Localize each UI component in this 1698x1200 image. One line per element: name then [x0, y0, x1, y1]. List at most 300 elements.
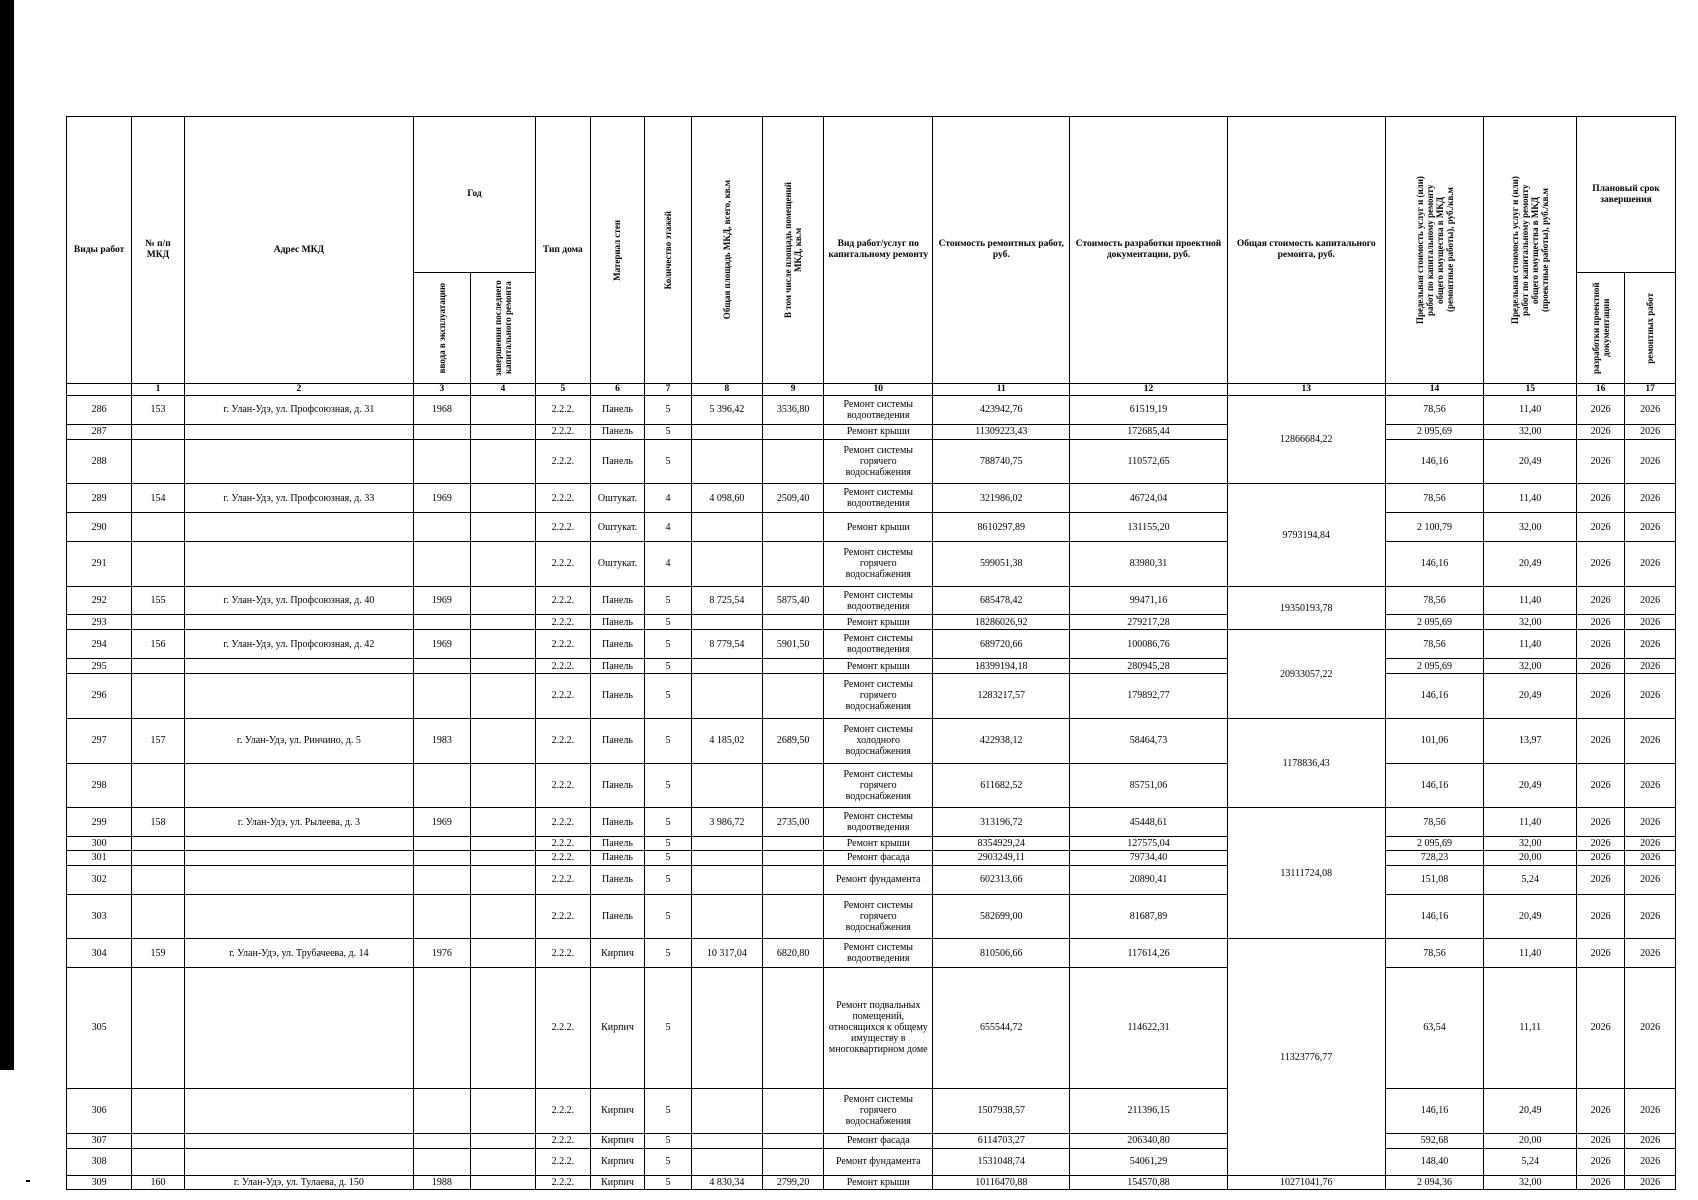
total-cost: 10271041,76: [1227, 1176, 1385, 1190]
wall-material: Кирпич: [590, 1176, 645, 1190]
col-num: 3: [414, 384, 471, 396]
deadline-repair: 2026: [1625, 424, 1676, 439]
table-row: [67, 865, 1676, 894]
limit-repair: 78,56: [1385, 484, 1484, 513]
work-kind: Ремонт крыши: [824, 424, 933, 439]
mkd-number: 154: [132, 484, 185, 513]
deadline-design: 2026: [1576, 718, 1624, 763]
work-kind: Ремонт фундамента: [824, 865, 933, 894]
floors: 5: [645, 659, 691, 674]
table-row: [67, 850, 1676, 865]
mkd-number: [132, 541, 185, 586]
row-number: 298: [67, 763, 132, 808]
design-cost: 280945,28: [1070, 659, 1228, 674]
year-last-repair: [470, 939, 535, 968]
premises-area: [763, 850, 824, 865]
row-number: 304: [67, 939, 132, 968]
address-cell: [184, 1148, 413, 1176]
work-kind: Ремонт системы водоотведения: [824, 630, 933, 659]
col-total-cost: Общая стоимость капитального ремонта, руб.: [1227, 117, 1385, 384]
wall-material: Панель: [590, 424, 645, 439]
year-commission: [414, 850, 471, 865]
col-year: Год: [414, 117, 536, 273]
work-kind: Ремонт системы горячего водоснабжения: [824, 541, 933, 586]
total-area: 8 725,54: [691, 586, 763, 615]
floors: 5: [645, 850, 691, 865]
premises-area: [763, 513, 824, 542]
year-last-repair: [470, 674, 535, 719]
column-number-row: [67, 384, 1676, 396]
house-type: 2.2.2.: [535, 837, 590, 851]
limit-repair: 78,56: [1385, 396, 1484, 425]
limit-repair: 151,08: [1385, 865, 1484, 894]
wall-material: Панель: [590, 865, 645, 894]
total-area: [691, 513, 763, 542]
limit-design: 20,00: [1484, 850, 1577, 865]
total-area: 4 185,02: [691, 718, 763, 763]
col-repair-cost: Стоимость ремонтных работ, руб.: [933, 117, 1070, 384]
year-commission: 1976: [414, 939, 471, 968]
deadline-design: 2026: [1576, 586, 1624, 615]
limit-repair: 78,56: [1385, 630, 1484, 659]
deadline-design: 2026: [1576, 674, 1624, 719]
deadline-repair: 2026: [1625, 674, 1676, 719]
repair-cost: 423942,76: [933, 396, 1070, 425]
design-cost: 211396,15: [1070, 1088, 1228, 1133]
year-commission: [414, 615, 471, 630]
floors: 5: [645, 894, 691, 939]
total-area: 4 830,34: [691, 1176, 763, 1190]
row-number: 307: [67, 1133, 132, 1148]
deadline-design: 2026: [1576, 808, 1624, 837]
scan-left-edge: [0, 0, 14, 1070]
premises-area: [763, 439, 824, 484]
deadline-design: 2026: [1576, 1176, 1624, 1190]
limit-design: 20,49: [1484, 894, 1577, 939]
col-num: 15: [1484, 384, 1577, 396]
row-number: 291: [67, 541, 132, 586]
wall-material: Панель: [590, 630, 645, 659]
limit-design: 20,49: [1484, 439, 1577, 484]
year-commission: 1969: [414, 586, 471, 615]
year-last-repair: [470, 763, 535, 808]
row-number: 305: [67, 968, 132, 1089]
total-area: [691, 674, 763, 719]
mkd-number: [132, 1088, 185, 1133]
wall-material: Кирпич: [590, 939, 645, 968]
limit-design: 11,11: [1484, 968, 1577, 1089]
total-area: [691, 615, 763, 630]
address-cell: [184, 850, 413, 865]
work-kind: Ремонт системы горячего водоснабжения: [824, 763, 933, 808]
row-number: 306: [67, 1088, 132, 1133]
deadline-design: 2026: [1576, 865, 1624, 894]
house-type: 2.2.2.: [535, 1148, 590, 1176]
mkd-number: 158: [132, 808, 185, 837]
floors: 5: [645, 674, 691, 719]
col-work-kind: Вид работ/услуг по капитальному ремонту: [824, 117, 933, 384]
limit-repair: 78,56: [1385, 586, 1484, 615]
house-type: 2.2.2.: [535, 1088, 590, 1133]
year-last-repair: [470, 865, 535, 894]
mkd-number: 155: [132, 586, 185, 615]
house-type: 2.2.2.: [535, 615, 590, 630]
house-type: 2.2.2.: [535, 424, 590, 439]
table-row: [67, 439, 1676, 484]
repair-cost: 1531048,74: [933, 1148, 1070, 1176]
house-type: 2.2.2.: [535, 1176, 590, 1190]
table-row: [67, 939, 1676, 968]
deadline-repair: 2026: [1625, 718, 1676, 763]
design-cost: 131155,20: [1070, 513, 1228, 542]
house-type: 2.2.2.: [535, 484, 590, 513]
work-kind: Ремонт системы водоотведения: [824, 939, 933, 968]
deadline-design: 2026: [1576, 630, 1624, 659]
premises-area: [763, 968, 824, 1089]
floors: 5: [645, 763, 691, 808]
deadline-repair: 2026: [1625, 763, 1676, 808]
total-area: [691, 968, 763, 1089]
year-last-repair: [470, 1133, 535, 1148]
design-cost: 154570,88: [1070, 1176, 1228, 1190]
wall-material: Панель: [590, 850, 645, 865]
wall-material: Панель: [590, 837, 645, 851]
design-cost: 83980,31: [1070, 541, 1228, 586]
year-commission: [414, 674, 471, 719]
limit-repair: 63,54: [1385, 968, 1484, 1089]
year-last-repair: [470, 541, 535, 586]
year-last-repair: [470, 894, 535, 939]
wall-material: Оштукат.: [590, 513, 645, 542]
limit-design: 32,00: [1484, 659, 1577, 674]
col-floors: Количество этажей: [645, 117, 691, 384]
col-design-cost: Стоимость разработки проектной документации, руб.: [1070, 117, 1228, 384]
total-area: [691, 865, 763, 894]
row-number: 293: [67, 615, 132, 630]
limit-design: 5,24: [1484, 865, 1577, 894]
year-last-repair: [470, 439, 535, 484]
limit-repair: 728,23: [1385, 850, 1484, 865]
premises-area: [763, 1148, 824, 1176]
deadline-design: 2026: [1576, 968, 1624, 1089]
house-type: 2.2.2.: [535, 850, 590, 865]
wall-material: Панель: [590, 718, 645, 763]
address-cell: г. Улан-Удэ, ул. Профсоюзная, д. 33: [184, 484, 413, 513]
mkd-number: [132, 837, 185, 851]
limit-repair: 2 095,69: [1385, 424, 1484, 439]
repair-register-table: [66, 116, 1676, 1190]
mkd-number: 156: [132, 630, 185, 659]
col-num: 8: [691, 384, 763, 396]
repair-cost: 18286026,92: [933, 615, 1070, 630]
mkd-number: 153: [132, 396, 185, 425]
design-cost: 114622,31: [1070, 968, 1228, 1089]
design-cost: 45448,61: [1070, 808, 1228, 837]
limit-design: 11,40: [1484, 396, 1577, 425]
deadline-repair: 2026: [1625, 630, 1676, 659]
address-cell: [184, 1088, 413, 1133]
total-area: 8 779,54: [691, 630, 763, 659]
register-body: [67, 396, 1676, 1190]
mkd-number: [132, 674, 185, 719]
total-area: 3 986,72: [691, 808, 763, 837]
deadline-repair: 2026: [1625, 1148, 1676, 1176]
design-cost: 79734,40: [1070, 850, 1228, 865]
year-last-repair: [470, 513, 535, 542]
work-kind: Ремонт системы водоотведения: [824, 396, 933, 425]
repair-cost: 2903249,11: [933, 850, 1070, 865]
premises-area: 2735,00: [763, 808, 824, 837]
deadline-design: 2026: [1576, 659, 1624, 674]
year-last-repair: [470, 396, 535, 425]
year-commission: [414, 513, 471, 542]
address-cell: г. Улан-Удэ, ул. Профсоюзная, д. 40: [184, 586, 413, 615]
design-cost: 81687,89: [1070, 894, 1228, 939]
deadline-design: 2026: [1576, 1088, 1624, 1133]
deadline-design: 2026: [1576, 424, 1624, 439]
premises-area: [763, 674, 824, 719]
table-row: [67, 396, 1676, 425]
deadline-repair: 2026: [1625, 396, 1676, 425]
premises-area: [763, 1133, 824, 1148]
floors: 5: [645, 1148, 691, 1176]
wall-material: Панель: [590, 586, 645, 615]
work-kind: Ремонт системы горячего водоснабжения: [824, 1088, 933, 1133]
col-num: 7: [645, 384, 691, 396]
row-number: 294: [67, 630, 132, 659]
limit-repair: 146,16: [1385, 1088, 1484, 1133]
repair-cost: 1283217,57: [933, 674, 1070, 719]
col-work-type: Виды работ: [67, 117, 132, 384]
row-number: 299: [67, 808, 132, 837]
premises-area: 5901,50: [763, 630, 824, 659]
repair-cost: 611682,52: [933, 763, 1070, 808]
house-type: 2.2.2.: [535, 439, 590, 484]
work-kind: Ремонт системы горячего водоснабжения: [824, 439, 933, 484]
year-last-repair: [470, 850, 535, 865]
limit-design: 5,24: [1484, 1148, 1577, 1176]
year-commission: 1969: [414, 484, 471, 513]
mkd-number: [132, 968, 185, 1089]
address-cell: [184, 894, 413, 939]
mkd-number: [132, 1133, 185, 1148]
repair-cost: 1507938,57: [933, 1088, 1070, 1133]
address-cell: [184, 865, 413, 894]
design-cost: 61519,19: [1070, 396, 1228, 425]
table-row: [67, 484, 1676, 513]
total-cost: 12866684,22: [1227, 396, 1385, 484]
deadline-repair: 2026: [1625, 865, 1676, 894]
repair-cost: 11309223,43: [933, 424, 1070, 439]
deadline-repair: 2026: [1625, 439, 1676, 484]
work-kind: Ремонт системы горячего водоснабжения: [824, 894, 933, 939]
wall-material: Кирпич: [590, 968, 645, 1089]
premises-area: 2689,50: [763, 718, 824, 763]
mkd-number: [132, 763, 185, 808]
repair-cost: 602313,66: [933, 865, 1070, 894]
year-last-repair: [470, 659, 535, 674]
table-row: [67, 541, 1676, 586]
year-last-repair: [470, 968, 535, 1089]
design-cost: 99471,16: [1070, 586, 1228, 615]
table-row: [67, 630, 1676, 659]
repair-cost: 8354929,24: [933, 837, 1070, 851]
address-cell: [184, 424, 413, 439]
house-type: 2.2.2.: [535, 763, 590, 808]
house-type: 2.2.2.: [535, 718, 590, 763]
mkd-number: [132, 513, 185, 542]
mkd-number: [132, 424, 185, 439]
col-year-last-repair: завершения последнего капитального ремонта: [470, 273, 535, 384]
house-type: 2.2.2.: [535, 808, 590, 837]
col-deadline-repair: ремонтных работ: [1625, 273, 1676, 384]
deadline-design: 2026: [1576, 837, 1624, 851]
repair-cost: 8610297,89: [933, 513, 1070, 542]
col-wall-material: Материал стен: [590, 117, 645, 384]
limit-design: 20,00: [1484, 1133, 1577, 1148]
table-row: [67, 968, 1676, 1089]
address-cell: [184, 513, 413, 542]
limit-repair: 2 100,79: [1385, 513, 1484, 542]
total-cost: 20933057,22: [1227, 630, 1385, 718]
work-kind: Ремонт крыши: [824, 615, 933, 630]
deadline-repair: 2026: [1625, 939, 1676, 968]
work-kind: Ремонт фасада: [824, 850, 933, 865]
premises-area: 2799,20: [763, 1176, 824, 1190]
total-area: [691, 439, 763, 484]
year-commission: [414, 1148, 471, 1176]
total-cost: 9793194,84: [1227, 484, 1385, 586]
floors: 5: [645, 808, 691, 837]
col-limit-repair: Предельная стоимость услуг и (или) работ по капитальному ремонту общего имущества в МКД (ремонтные работы), руб./кв.м: [1385, 117, 1484, 384]
row-number: 309: [67, 1176, 132, 1190]
design-cost: 85751,06: [1070, 763, 1228, 808]
address-cell: г. Улан-Удэ, ул. Тулаева, д. 150: [184, 1176, 413, 1190]
limit-repair: 146,16: [1385, 674, 1484, 719]
col-num: 1: [132, 384, 185, 396]
work-kind: Ремонт системы водоотведения: [824, 586, 933, 615]
year-commission: 1983: [414, 718, 471, 763]
deadline-repair: 2026: [1625, 894, 1676, 939]
col-num: 14: [1385, 384, 1484, 396]
address-cell: [184, 541, 413, 586]
year-commission: [414, 439, 471, 484]
col-address: Адрес МКД: [184, 117, 413, 384]
deadline-repair: 2026: [1625, 808, 1676, 837]
total-area: 5 396,42: [691, 396, 763, 425]
year-commission: [414, 865, 471, 894]
repair-cost: 655544,72: [933, 968, 1070, 1089]
limit-design: 32,00: [1484, 424, 1577, 439]
table-row: [67, 513, 1676, 542]
total-area: [691, 850, 763, 865]
total-cost: 11323776,77: [1227, 939, 1385, 1176]
house-type: 2.2.2.: [535, 396, 590, 425]
limit-repair: 146,16: [1385, 439, 1484, 484]
house-type: 2.2.2.: [535, 968, 590, 1089]
year-commission: [414, 1088, 471, 1133]
table-row: [67, 1133, 1676, 1148]
address-cell: г. Улан-Удэ, ул. Ринчино, д. 5: [184, 718, 413, 763]
row-number: 287: [67, 424, 132, 439]
row-number: 292: [67, 586, 132, 615]
total-area: [691, 541, 763, 586]
limit-repair: 592,68: [1385, 1133, 1484, 1148]
limit-repair: 146,16: [1385, 541, 1484, 586]
wall-material: Кирпич: [590, 1088, 645, 1133]
design-cost: 20890,41: [1070, 865, 1228, 894]
table-row: [67, 659, 1676, 674]
total-cost: 1178836,43: [1227, 718, 1385, 808]
repair-cost: 599051,38: [933, 541, 1070, 586]
deadline-repair: 2026: [1625, 1088, 1676, 1133]
limit-design: 20,49: [1484, 541, 1577, 586]
premises-area: [763, 541, 824, 586]
mkd-number: [132, 615, 185, 630]
floors: 5: [645, 630, 691, 659]
limit-design: 13,97: [1484, 718, 1577, 763]
deadline-repair: 2026: [1625, 1133, 1676, 1148]
repair-cost: 422938,12: [933, 718, 1070, 763]
design-cost: 100086,76: [1070, 630, 1228, 659]
limit-design: 20,49: [1484, 674, 1577, 719]
mkd-number: 160: [132, 1176, 185, 1190]
year-commission: 1969: [414, 808, 471, 837]
house-type: 2.2.2.: [535, 513, 590, 542]
col-house-type: Тип дома: [535, 117, 590, 384]
row-number: 308: [67, 1148, 132, 1176]
table-row: [67, 1176, 1676, 1190]
wall-material: Панель: [590, 808, 645, 837]
year-commission: [414, 968, 471, 1089]
address-cell: г. Улан-Удэ, ул. Трубачеева, д. 14: [184, 939, 413, 968]
wall-material: Панель: [590, 396, 645, 425]
repair-cost: 788740,75: [933, 439, 1070, 484]
wall-material: Кирпич: [590, 1133, 645, 1148]
design-cost: 117614,26: [1070, 939, 1228, 968]
limit-repair: 148,40: [1385, 1148, 1484, 1176]
year-last-repair: [470, 718, 535, 763]
year-commission: 1968: [414, 396, 471, 425]
row-number: 297: [67, 718, 132, 763]
deadline-repair: 2026: [1625, 586, 1676, 615]
year-last-repair: [470, 1176, 535, 1190]
deadline-repair: 2026: [1625, 484, 1676, 513]
row-number: 288: [67, 439, 132, 484]
register-sheet: [66, 116, 1676, 1190]
design-cost: 127575,04: [1070, 837, 1228, 851]
limit-design: 11,40: [1484, 630, 1577, 659]
deadline-repair: 2026: [1625, 659, 1676, 674]
wall-material: Оштукат.: [590, 484, 645, 513]
premises-area: 6820,80: [763, 939, 824, 968]
wall-material: Панель: [590, 894, 645, 939]
design-cost: 179892,77: [1070, 674, 1228, 719]
floors: 4: [645, 513, 691, 542]
year-last-repair: [470, 837, 535, 851]
address-cell: г. Улан-Удэ, ул. Профсоюзная, д. 42: [184, 630, 413, 659]
floors: 5: [645, 837, 691, 851]
limit-design: 20,49: [1484, 763, 1577, 808]
floors: 4: [645, 541, 691, 586]
deadline-design: 2026: [1576, 484, 1624, 513]
deadline-design: 2026: [1576, 396, 1624, 425]
floors: 5: [645, 1176, 691, 1190]
work-kind: Ремонт системы горячего водоснабжения: [824, 674, 933, 719]
scan-mark: [26, 1180, 30, 1182]
floors: 5: [645, 718, 691, 763]
address-cell: [184, 1133, 413, 1148]
